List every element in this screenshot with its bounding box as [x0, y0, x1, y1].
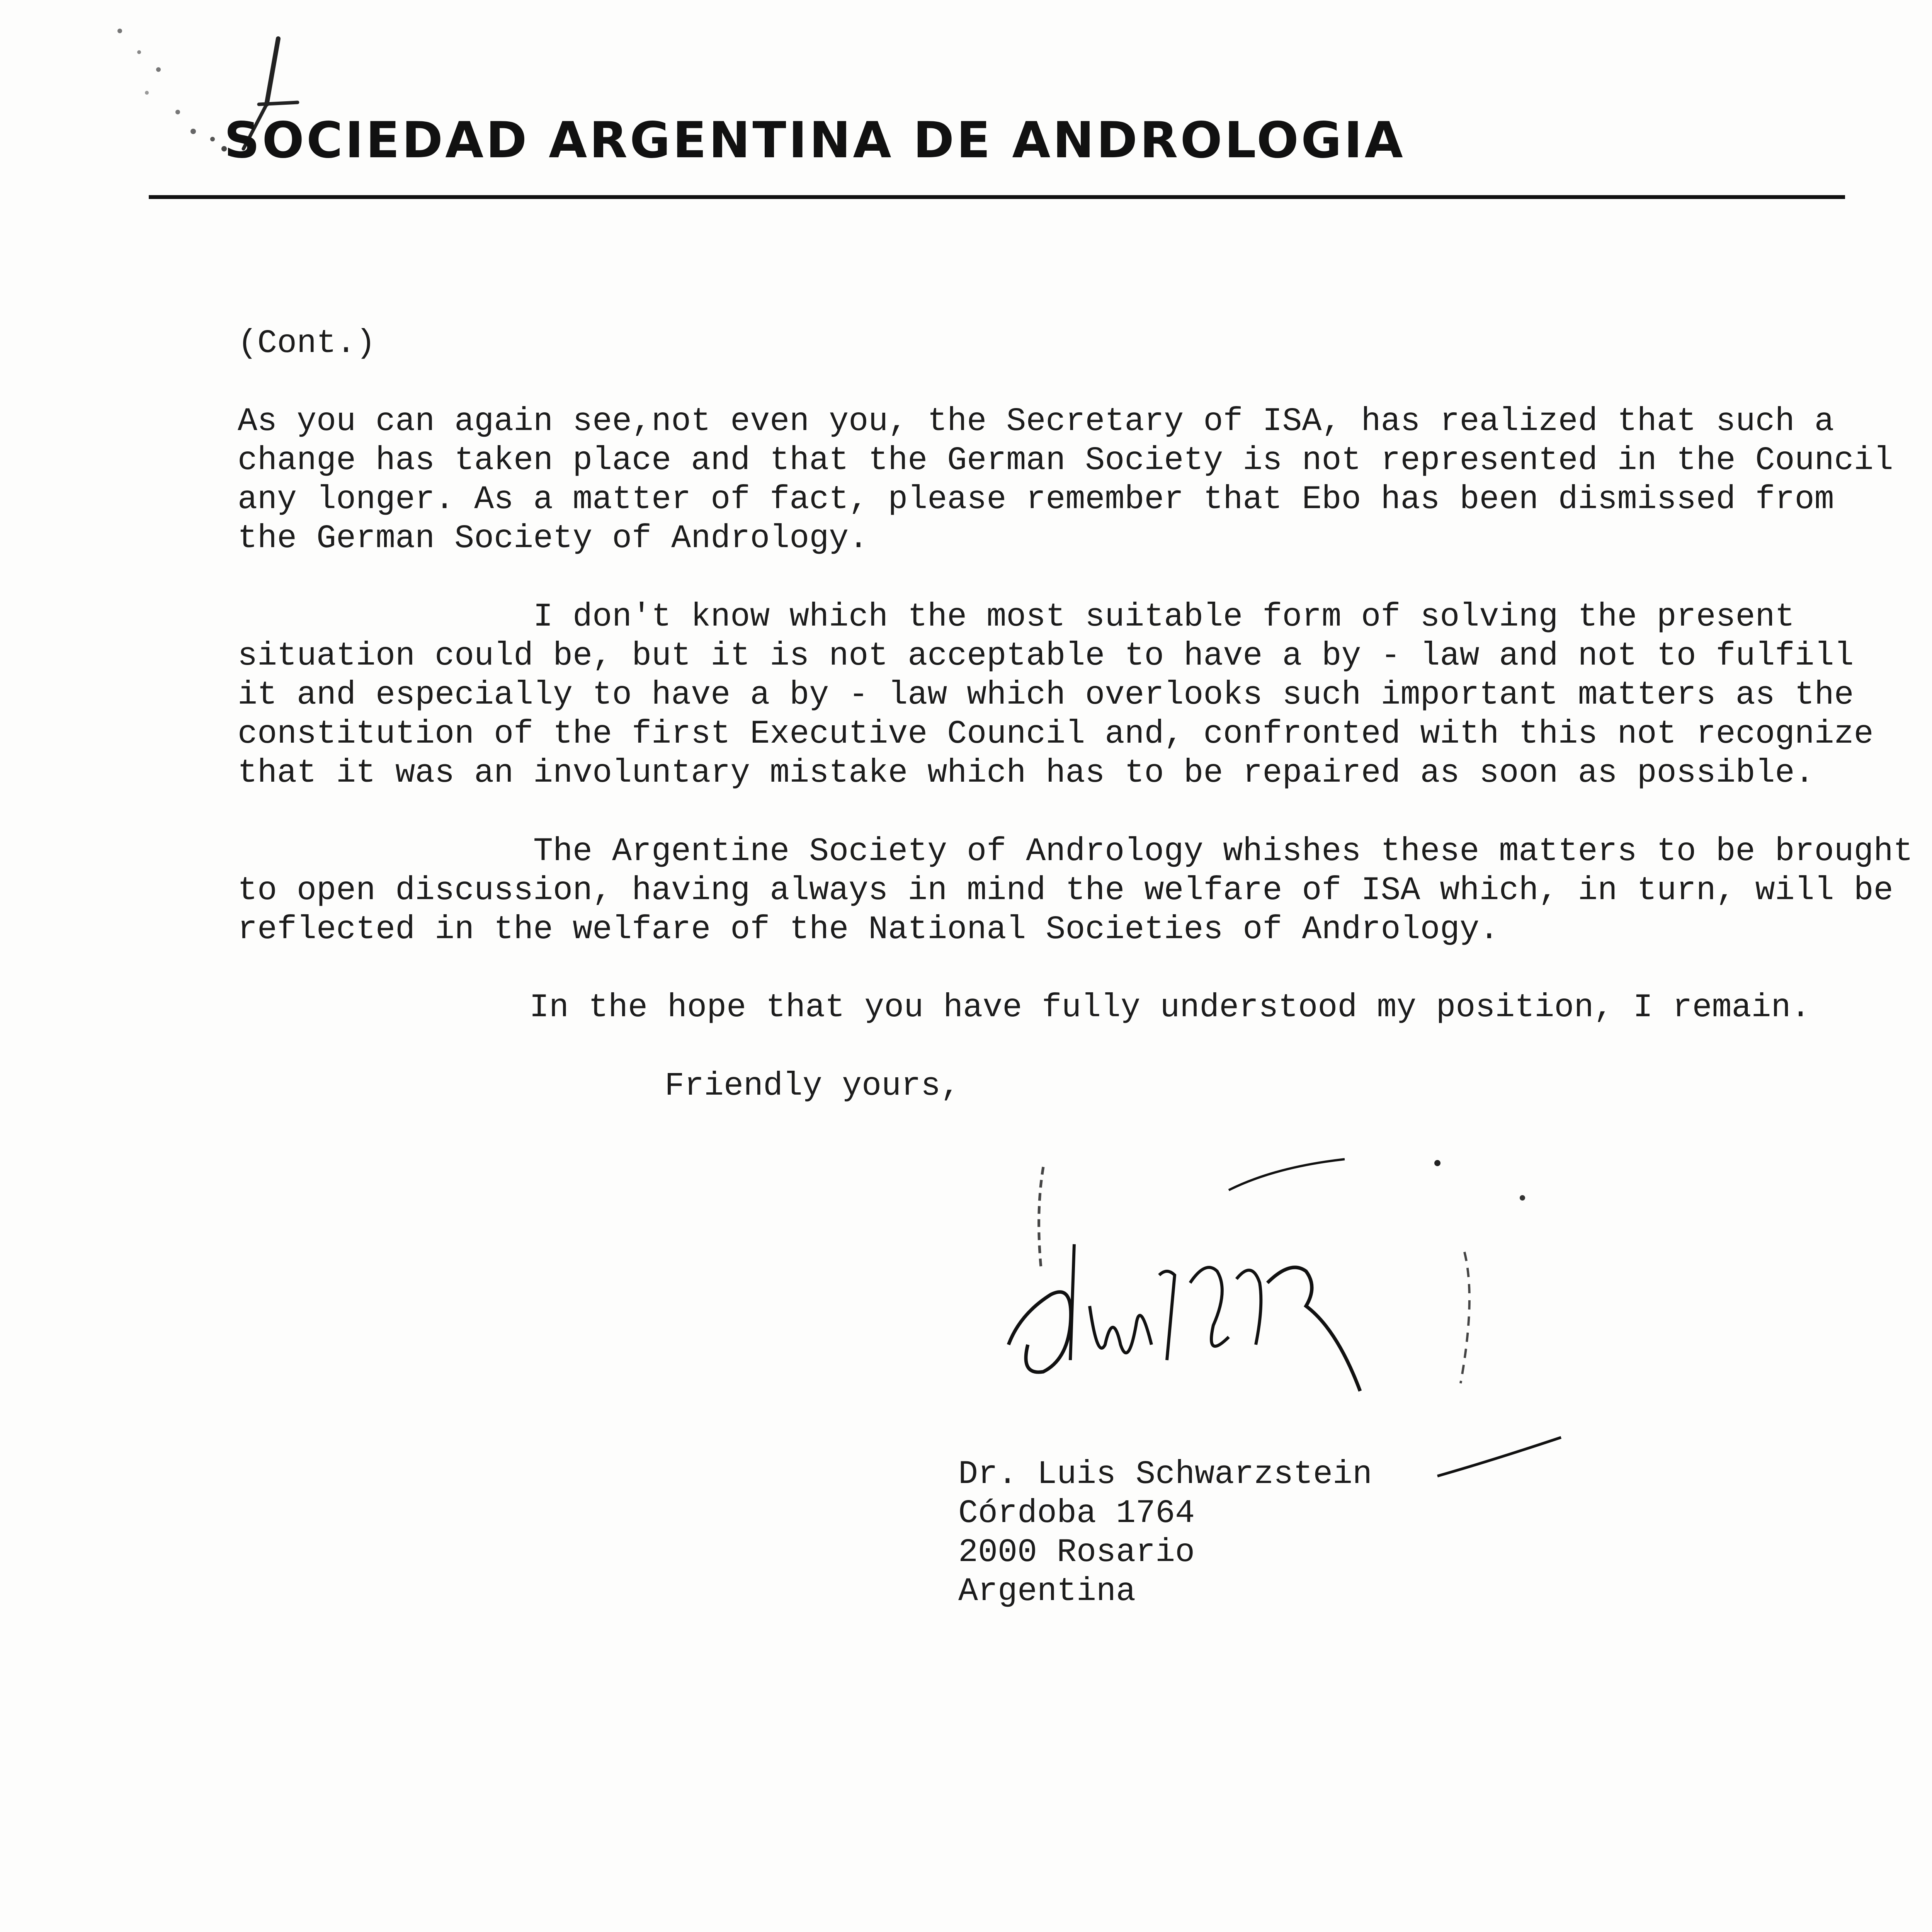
- signature-block: [958, 1455, 1372, 1611]
- paragraph-2-line: constitution of the first Executive Council and, confronted with this not recognize: [238, 715, 1874, 753]
- paragraph-2-line: I don't know which the most suitable form of solving the present: [533, 598, 1795, 636]
- paragraph-3-line: reflected in the welfare of the National Societies of Andrology.: [238, 911, 1499, 948]
- letterhead-title: SOCIEDAD ARGENTINA DE ANDROLOGIA: [224, 112, 1405, 169]
- signatory-street: Córdoba 1764: [958, 1495, 1195, 1532]
- paragraph-2-line: that it was an involuntary mistake which has to be repaired as soon as possible.: [238, 754, 1815, 792]
- paragraph-1-line: As you can again see,not even you, the Secretary of ISA, has realized that such a: [238, 403, 1834, 440]
- paragraph-3-line: to open discussion, having always in mind the welfare of ISA which, in turn, will be: [238, 872, 1893, 909]
- paragraph-1: [238, 402, 1893, 558]
- letterhead-rule: [149, 195, 1845, 199]
- paragraph-2-line: it and especially to have a by - law which overlooks such important matters as the: [238, 676, 1854, 714]
- paragraph-2: [238, 597, 1874, 793]
- signature: [958, 1144, 1615, 1492]
- continuation-label: (Cont.): [238, 325, 376, 362]
- paragraph-1-line: change has taken place and that the German Society is not represented in the Council: [238, 442, 1893, 479]
- signatory-name: Dr. Luis Schwarzstein: [958, 1456, 1372, 1493]
- signatory-country: Argentina: [958, 1573, 1136, 1610]
- paragraph-1-line: the German Society of Andrology.: [238, 520, 869, 557]
- paragraph-4: In the hope that you have fully understood my position, I remain.: [529, 989, 1811, 1026]
- paragraph-2-line: situation could be, but it is not acceptable to have a by - law and not to fulfill: [238, 637, 1854, 675]
- paragraph-1-line: any longer. As a matter of fact, please remember that Ebo has been dismissed from: [238, 481, 1834, 518]
- paragraph-3: [238, 832, 1913, 949]
- closing: Friendly yours,: [665, 1067, 961, 1105]
- signatory-city: 2000 Rosario: [958, 1534, 1195, 1571]
- paragraph-3-line: The Argentine Society of Andrology whishes these matters to be brought: [533, 833, 1913, 870]
